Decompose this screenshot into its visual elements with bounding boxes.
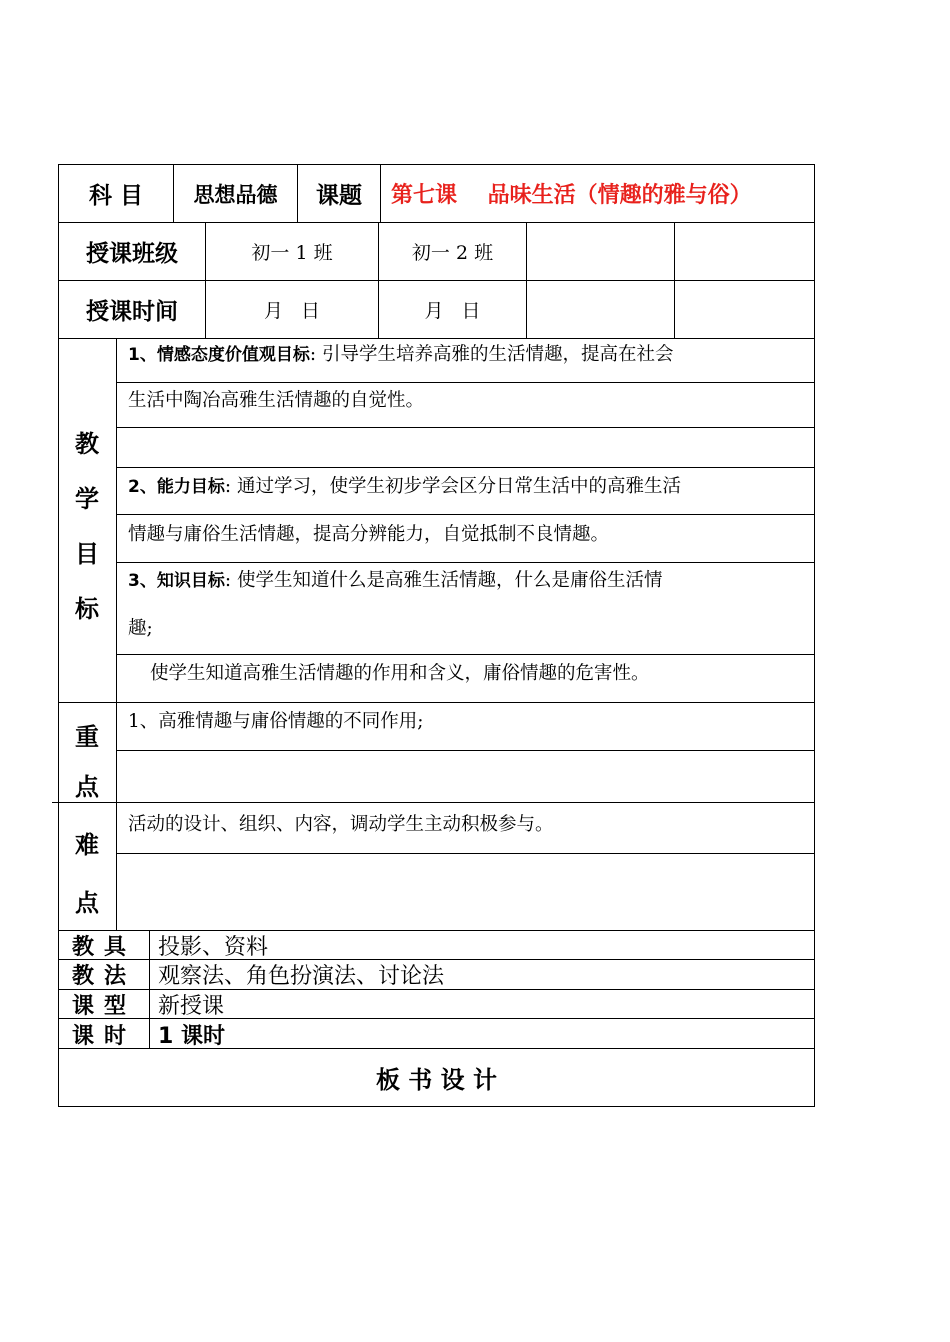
type-label: 课型: [72, 993, 137, 1019]
objectives-label: [58, 414, 116, 634]
objectives-label-char: 目: [75, 540, 99, 568]
topic-value: 第七课 品味生活（情趣的雅与俗）: [380, 164, 815, 223]
key-points-label-char: 点: [75, 772, 99, 801]
time-label: 授课时间: [58, 280, 206, 339]
hours-value: 1 课时: [158, 1023, 225, 1049]
objective-2-line-2: 情趣与庸俗生活情趣，提高分辨能力，自觉抵制不良情趣。: [128, 524, 610, 545]
objectives-label-char: 标: [75, 595, 99, 623]
difficult-points-label-char: 难: [75, 831, 99, 860]
objective-1-line-2: 生活中陶冶高雅生活情趣的自觉性。: [128, 390, 425, 411]
objective-2-title: 2、能力目标: [128, 477, 225, 497]
objectives-label-char: 学: [75, 485, 99, 513]
time-4: [674, 280, 815, 339]
time-2: 月 日: [378, 280, 527, 339]
class-label: 授课班级: [58, 222, 206, 281]
key-points-label: [58, 709, 116, 809]
tools-label: 教具: [72, 934, 137, 960]
subject-value: 思想品德: [173, 164, 298, 223]
time-3: [526, 280, 675, 339]
methods-label: 教法: [72, 964, 137, 989]
tools-value: 投影、资料: [158, 934, 269, 960]
hours-label: 课时: [72, 1023, 137, 1049]
methods-value: 观察法、角色扮演法、讨论法: [158, 964, 445, 989]
subject-label: 科 目: [58, 164, 174, 223]
time-1: 月 日: [205, 280, 379, 339]
class-1: 初一 1 班: [205, 222, 379, 281]
key-points-label-char: 重: [75, 722, 99, 751]
objectives-label-char: 教: [75, 430, 99, 458]
difficult-points-label: [58, 814, 116, 929]
class-2: 初一 2 班: [378, 222, 527, 281]
type-value: 新授课: [158, 993, 225, 1019]
topic-label: 课题: [297, 164, 381, 223]
board-design-title: 板 书 设 计: [58, 1048, 815, 1107]
objective-2-line-1: 2、能力目标: 通过学习，使学生初步学会区分日常生活中的高雅生活: [128, 476, 681, 497]
objective-1-line-1: 1、情感态度价值观目标: 引导学生培养高雅的生活情趣，提高在社会: [128, 344, 674, 365]
difficult-points-label-char: 点: [75, 888, 99, 917]
objective-1-title: 1、情感态度价值观目标: [128, 345, 310, 365]
key-points-text: 1、高雅情趣与庸俗情趣的不同作用;: [128, 711, 424, 732]
objective-3-line-1: 3、知识目标: 使学生知道什么是高雅生活情趣，什么是庸俗生活情: [128, 570, 663, 591]
lesson-plan-table: [58, 164, 815, 1107]
objective-3-line-2: 趣;: [128, 618, 153, 639]
objective-3-title: 3、知识目标: [128, 571, 225, 591]
class-4: [674, 222, 815, 281]
difficult-points-text: 活动的设计、组织、内容，调动学生主动积极参与。: [128, 814, 554, 835]
class-3: [526, 222, 675, 281]
objective-3-line-3: 使学生知道高雅生活情趣的作用和含义，庸俗情趣的危害性。: [150, 663, 650, 684]
